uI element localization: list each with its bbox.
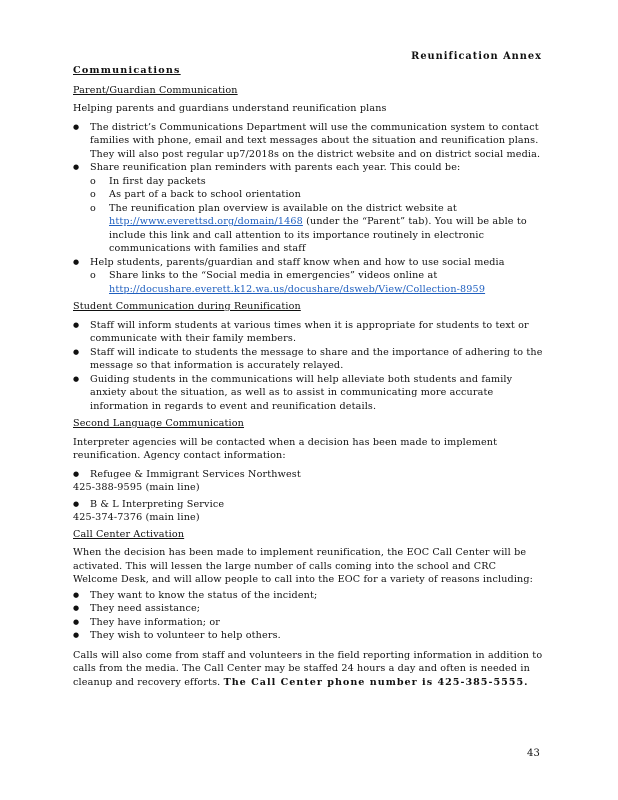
student-bullet-3: ● Guiding students in the communications will help alleviate both students and family anxiety about the situation, as well as to assist in communicating more accurate information in regards to event and reunification details.	[73, 373, 543, 414]
page-content	[73, 64, 543, 694]
parent-bullet-3-text: Help students, parents/guardian and staff know when and how to use social media	[90, 256, 505, 268]
student-bullet-2: ● Staff will indicate to students the message to share and the importance of adhering to the message so that information is accurately relayed.	[73, 346, 543, 373]
parent-bullet-2	[73, 161, 543, 256]
call-center-closing-text: Calls will also come from staff and volunteers in the field reporting information in addition to calls from the media. The Call Center may be staffed 24 hours a day and often is needed in cleanup and recovery efforts.	[73, 649, 543, 688]
call-center-closing	[73, 649, 543, 690]
docushare-videos-link[interactable]: http://docushare.everett.k12.wa.us/docushare/dsweb/View/Collection-8959	[109, 283, 486, 295]
parent-sub-list	[90, 175, 543, 256]
parent-sub-4-text: Share links to the “Social media in emergencies” videos online at	[109, 270, 438, 281]
agency-refugee	[73, 468, 543, 495]
second-language-intro: Interpreter agencies will be contacted when a decision has been made to implement reunification. Agency contact information:	[73, 436, 498, 461]
parent-sub-3	[90, 202, 543, 256]
student-communication-heading: Student Communication during Reunification	[73, 301, 301, 312]
second-language-heading: Second Language Communication	[73, 418, 245, 429]
parent-sub-1: o In first day packets	[90, 175, 543, 189]
call-reason-3: ● They have information; or	[73, 616, 543, 630]
parent-guardian-heading: Parent/Guardian Communication	[73, 84, 238, 96]
call-reason-2: ● They need assistance;	[73, 602, 543, 616]
annex-header: Reunification Annex	[411, 51, 542, 62]
agency-bl	[73, 498, 543, 525]
district-domain-link[interactable]: http://www.everettsd.org/domain/1468	[109, 216, 303, 227]
call-center-intro: When the decision has been made to implement reunification, the EOC Call Center will be activated. This will lessen the large number of calls coming into the school and CRC Welcome Desk, and will allow people to call into the EOC for a variety of reasons including:	[73, 547, 534, 585]
social-media-sub-list	[90, 269, 543, 296]
parent-bullet-3	[73, 256, 543, 297]
student-bullet-1: ● Staff will inform students at various times when it is appropriate for students to text or communicate with their family members.	[73, 319, 543, 346]
call-center-heading: Call Center Activation	[73, 528, 185, 540]
agency-1-name: ● Refugee & Immigrant Services Northwest	[73, 468, 543, 482]
call-reasons-list	[73, 589, 543, 643]
page-number: 43	[526, 748, 540, 759]
call-center-phone: The Call Center phone number is 425-385-5555.	[223, 676, 529, 688]
call-reason-1: ● They want to know the status of the incident;	[73, 589, 543, 603]
parent-sub-3-rest: (under the “Parent” tab). You will be able to include this link and call attention to its importance routinely in electronic communications with families and staff	[109, 216, 527, 254]
section-title: Communications	[73, 65, 181, 76]
parent-intro: Helping parents and guardians understand reunification plans	[73, 103, 387, 114]
call-reason-4: ● They wish to volunteer to help others.	[73, 629, 543, 643]
parent-sub-4	[90, 269, 543, 296]
agency-1-phone: 425-388-9595 (main line)	[73, 482, 200, 493]
parent-bullet-1: ● The district’s Communications Department will use the communication system to contact families with phone, email and text messages about the situation and reunification plans. They will also post regular up7/2018s on the district website and on district social media.	[73, 121, 543, 162]
parent-sub-3-text: The reunification plan overview is available on the district website at	[109, 202, 457, 214]
agency-2-phone: 425-374-7376 (main line)	[73, 512, 200, 523]
student-bullet-list	[73, 319, 543, 414]
parent-bullet-2-text: Share reunification plan reminders with parents each year. This could be:	[90, 162, 461, 173]
agency-2-name: ● B & L Interpreting Service	[73, 498, 543, 512]
parent-sub-2: o As part of a back to school orientation	[90, 188, 543, 202]
parent-bullet-list	[73, 121, 543, 297]
